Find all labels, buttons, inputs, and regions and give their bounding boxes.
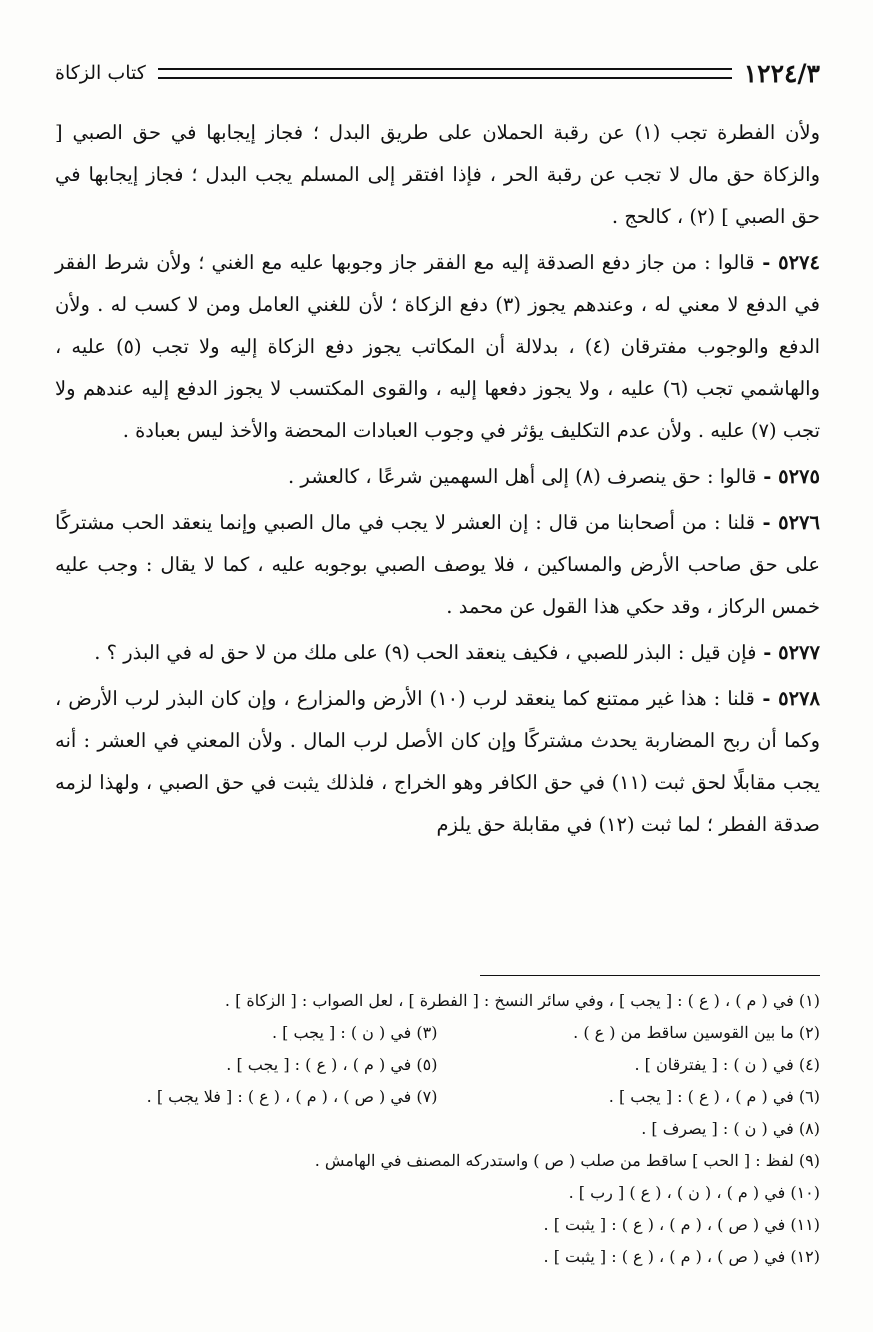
footnote: (١٢) في ( ص ) ، ( م ) ، ( ع ) : [ يثبت ] .: [543, 1247, 820, 1266]
footnote: (٢) ما بين القوسين ساقط من ( ع ) .: [573, 1023, 820, 1042]
paragraph-text: قلنا : هذا غير ممتنع كما ينعقد لرب (١٠) الأرض والمزارع ، وإن كان البذر لرب الأرض ، وكما أن ربح المضاربة يحدث مشتركًا وإن كان الأصل لرب المال . ولأن المعني في العشر : أنه يجب مقابلًا لحق ثبت (١١) في حق الكافر وهو الخراج ، فلذلك يثبت في حق الصبي ، ولهذا لزمه صدقة الفطر ؛ لما ثبت (١٢) في مقابلة حق يلزم: [55, 687, 820, 836]
footnote-row: [55, 1017, 820, 1049]
footnote: (٦) في ( م ) ، ( ع ) : [ يجب ] .: [608, 1087, 820, 1106]
page-header: [55, 56, 820, 90]
paragraph: [55, 678, 820, 846]
page-number: ١٢٢٤/٣: [743, 58, 820, 88]
paragraph-number: ٥٢٧٨ -: [754, 687, 820, 710]
book-title: كتاب الزكاة: [55, 62, 146, 84]
footnote: (٤) في ( ن ) : [ يفترقان ] .: [634, 1055, 820, 1074]
paragraph-number: ٥٢٧٦ -: [755, 511, 821, 534]
paragraph-text: ولأن الفطرة تجب (١) عن رقبة الحملان على طريق البدل ؛ فجاز إيجابها في حق الصبي [ والزكاة حق مال لا تجب عن رقبة الحر ، فإذا افتقر إلى المسلم يجب البدل ؛ فجاز إيجابها في حق الصبي ] (٢) ، كالحج .: [55, 121, 821, 228]
header-rule: [158, 68, 732, 79]
paragraph-number: ٥٢٧٧ -: [756, 641, 820, 664]
paragraph-text: قالوا : من جاز دفع الصدقة إليه مع الفقر جاز وجوبها عليه مع الغني ؛ ولأن شرط الفقر في الدفع لا معني له ، وعندهم يجوز (٣) دفع الزكاة ؛ لأن للغني العامل ومن لا كسب له . ولأن الدفع والوجوب مفترقان (٤) ، بدلالة أن المكاتب يجوز دفع الزكاة إليه ولا تجب (٥) عليه ، والهاشمي تجب (٦) عليه ، ولا يجوز دفعها إليه ، والقوى المكتسب لا يجوز الدفع إليه عندهم ولا تجب (٧) عليه . ولأن عدم التكليف يؤثر في وجوب العبادات المحضة والأخذ ليس بعبادة .: [55, 251, 821, 442]
paragraph-number: ٥٢٧٤ -: [754, 251, 821, 274]
paragraph-number: ٥٢٧٥ -: [756, 465, 820, 488]
paragraph: [55, 456, 820, 498]
footnote-row: [55, 1081, 820, 1113]
paragraph: [55, 242, 820, 452]
paragraph: [55, 502, 820, 628]
footnote: (١١) في ( ص ) ، ( م ) ، ( ع ) : [ يثبت ] .: [543, 1215, 820, 1234]
footnote-separator: [480, 975, 820, 976]
footnote: (١) في ( م ) ، ( ع ) : [ يجب ] ، وفي سائر النسخ : [ الفطرة ] ، لعل الصواب : [ الزكاة ] .: [224, 991, 820, 1010]
paragraph: [55, 112, 820, 238]
footnote: (٧) في ( ص ) ، ( م ) ، ( ع ) : [ فلا يجب ] .: [146, 1087, 438, 1106]
paragraph: [55, 632, 820, 674]
paragraph-text: فإن قيل : البذر للصبي ، فكيف ينعقد الحب (٩) على ملك من لا حق له في البذر ؟ .: [94, 641, 757, 664]
footnote: (١٠) في ( م ) ، ( ن ) ، ( ع ) [ رب ] .: [568, 1183, 820, 1202]
footnote: (٥) في ( م ) ، ( ع ) : [ يجب ] .: [226, 1055, 438, 1074]
footnote-row: [55, 1049, 820, 1081]
footnote: (٩) لفظ : [ الحب ] ساقط من صلب ( ص ) واستدركه المصنف في الهامش .: [314, 1151, 820, 1170]
paragraph-text: قالوا : حق ينصرف (٨) إلى أهل السهمين شرعًا ، كالعشر .: [288, 465, 757, 488]
footnotes: [55, 985, 820, 1273]
main-text: [55, 112, 820, 850]
paragraph-text: قلنا : من أصحابنا من قال : إن العشر لا يجب في مال الصبي وإنما ينعقد الحب مشتركًا على حق صاحب الأرض والمساكين ، فلا يوصف الصبي بوجوبه عليه ، كما لا يقال : وجب عليه خمس الركاز ، وقد حكي هذا القول عن محمد .: [55, 511, 820, 618]
footnote: (٨) في ( ن ) : [ يصرف ] .: [641, 1119, 820, 1138]
footnote: (٣) في ( ن ) : [ يجب ] .: [271, 1023, 438, 1042]
